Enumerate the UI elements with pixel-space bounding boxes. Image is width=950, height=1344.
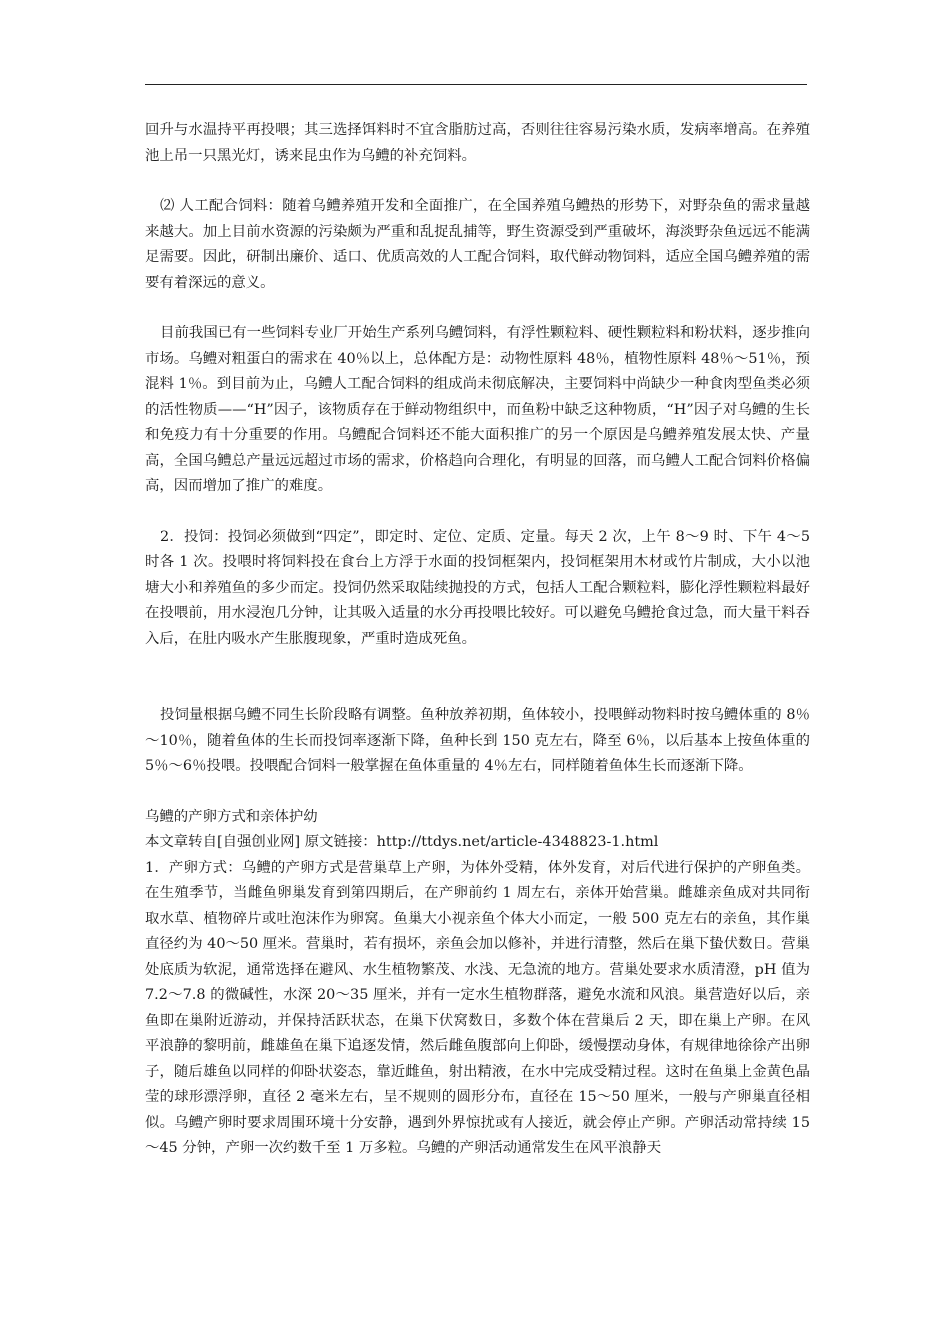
document-body bbox=[145, 118, 810, 1162]
header-rule bbox=[145, 84, 807, 85]
paragraph-artificial-feed: ⑵ 人工配合饲料：随着乌鳢养殖开发和全面推广，在全国养殖乌鳢热的形势下，对野杂鱼的需求量越来越大。加上目前水资源的污染颇为严重和乱捉乱捕等，野生资源受到严重破坏，海淡野杂鱼远远不能满足需要。因此，研制出廉价、适口、优质高效的人工配合饲料，取代鲜动物饲料，适应全国乌鳢养殖的需要有着深远的意义。 bbox=[145, 198, 810, 291]
paragraph-bait-tips: 回升与水温持平再投喂；其三选择饵料时不宜含脂肪过高，否则往往容易污染水质，发病率增高。在养殖池上吊一只黑光灯，诱来昆虫作为乌鳢的补充饲料。 bbox=[145, 122, 810, 164]
paragraph-feeding-method: 2．投饲：投饲必须做到“四定”，即定时、定位、定质、定量。每天 2 次，上午 8～9 时、下午 4～5 时各 1 次。投喂时将饲料投在食台上方浮于水面的投饲框架内，投饲框架用木材或竹片制成，大小以池塘大小和养殖鱼的多少而定。投饲仍然采取陆续抛投的方式，包括人工配合颗粒料，膨化浮性颗粒料最好在投喂前，用水浸泡几分钟，让其吸入适量的水分再投喂比较好。可以避免乌鳢抢食过急，而大量干料吞入后，在肚内吸水产生胀腹现象，严重时造成死鱼。 bbox=[145, 528, 810, 647]
paragraph-feed-industry: 目前我国已有一些饲料专业厂开始生产系列乌鳢饲料，有浮性颗粒料、硬性颗粒料和粉状料，逐步推向市场。乌鳢对粗蛋白的需求在 40％以上，总体配方是：动物性原料 48％，植物性原料 48％～51％，预混料 1％。到目前为止，乌鳢人工配合饲料的组成尚未彻底解决，主要饲料中尚缺少一种食肉型鱼类必须的活性物质——“H”因子，该物质存在于鲜动物组织中，而鱼粉中缺乏这种物质，“H”因子对乌鳢的生长和免疫力有十分重要的作用。乌鳢配合饲料还不能大面积推广的另一个原因是乌鳢养殖发展太快、产量高，全国乌鳢总产量远远超过市场的需求，价格趋向合理化，有明显的回落，而乌鳢人工配合饲料价格偏高，因而增加了推广的难度。 bbox=[145, 325, 810, 494]
section-heading: 乌鳢的产卵方式和亲体护幼 bbox=[145, 808, 318, 825]
source-link-line: 本文章转自[自强创业网] 原文链接：http://ttdys.net/article-4348823-1.html bbox=[145, 834, 659, 850]
paragraph-spawning-method: 1．产卵方式：乌鳢的产卵方式是营巢草上产卵，为体外受精，体外发育，对后代进行保护的产卵鱼类。在生殖季节，当雌鱼卵巢发育到第四期后，在产卵前约 1 周左右，亲体开始营巢。雌雄亲鱼成对共同衔取水草、植物碎片或吐泡沫作为卵窝。鱼巢大小视亲鱼个体大小而定，一般 500 克左右的亲鱼，其作巢直径约为 40～50 厘米。营巢时，若有损坏，亲鱼会加以修补，并进行清整，然后在巢下蛰伏数日。营巢处底质为软泥，通常选择在避风、水生植物繁茂、水浅、无急流的地方。营巢处要求水质清澄，pH 值为 7.2～7.8 的微碱性，水深 20～35 厘米，并有一定水生植物群落，避免水流和风浪。巢营造好以后，亲鱼即在巢附近游动，并保持活跃状态，在巢下伏窝数日，多数个体在营巢后 2 天，即在巢上产卵。在风平浪静的黎明前，雌雄鱼在巢下追逐发情，然后雌鱼腹部向上仰卧，缓慢摆动身体，有规律地徐徐产出卵子，随后雄鱼以同样的仰卧状姿态，靠近雌鱼，射出精液，在水中完成受精过程。这时在鱼巢上金黄色晶莹的球形漂浮卵，直径 2 毫米左右，呈不规则的圆形分布，直径在 15～50 厘米，一般与产卵巢直径相似。乌鳢产卵时要求周围环境十分安静，遇到外界惊扰或有人接近，就会停止产卵。产卵活动常持续 15～45 分钟，产卵一次约数千至 1 万多粒。乌鳢的产卵活动通常发生在风平浪静天 bbox=[145, 859, 810, 1156]
paragraph-feeding-amount: 投饲量根据乌鳢不同生长阶段略有调整。鱼种放养初期，鱼体较小，投喂鲜动物料时按乌鳢体重的 8％～10％，随着鱼体的生长而投饲率逐渐下降，鱼种长到 150 克左右，降至 6％，以后基本上按鱼体重的 5％～6％投喂。投喂配合饲料一般掌握在鱼体重量的 4％左右，同样随着鱼体生长而逐渐下降。 bbox=[145, 707, 810, 774]
